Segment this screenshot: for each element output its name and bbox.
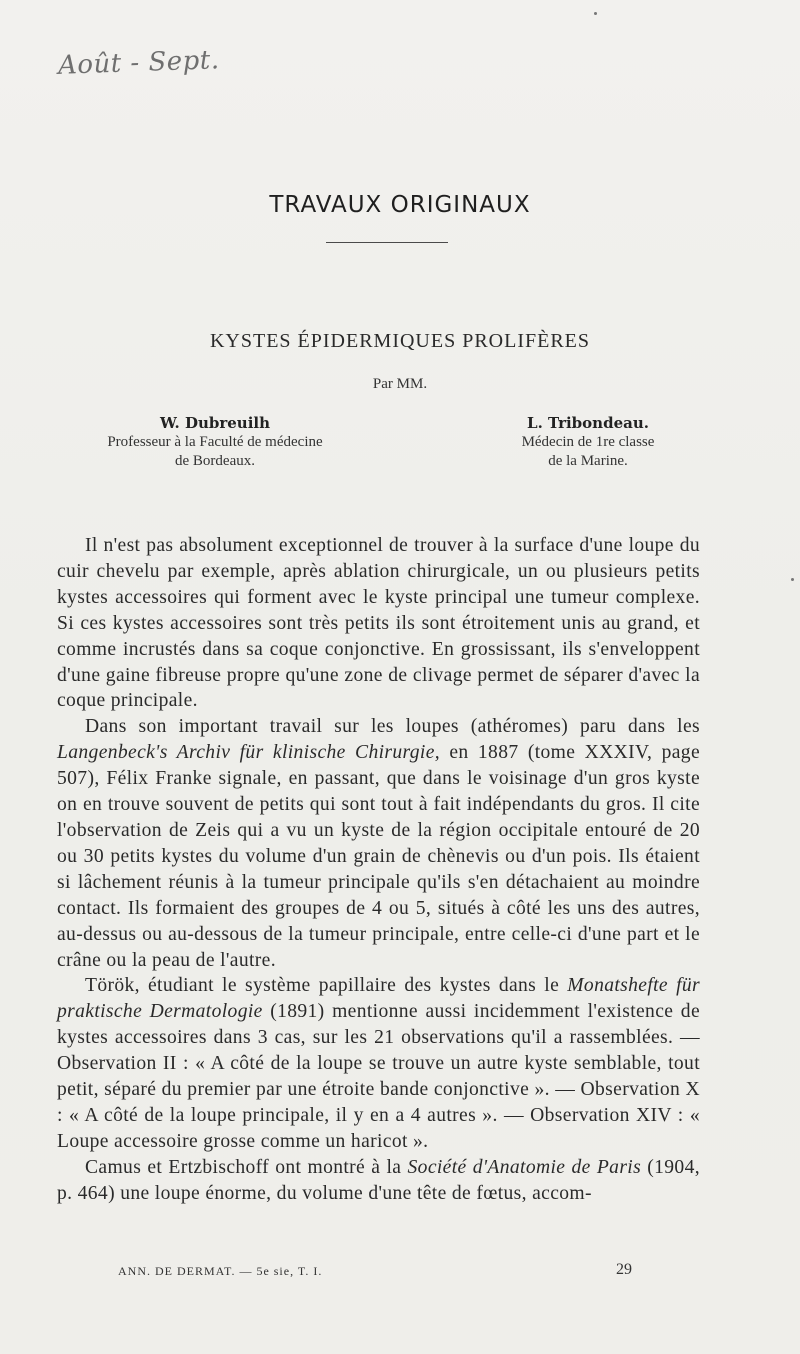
article-title: KYSTES ÉPIDERMIQUES PROLIFÈRES <box>209 330 591 352</box>
handwritten-note: Août - Sept. <box>57 45 220 81</box>
heading-divider <box>326 242 448 243</box>
author-block-tribondeau <box>458 414 718 471</box>
author-affiliation: de Bordeaux. <box>175 453 255 469</box>
paragraph: Il n'est pas absolument exceptionnel de trouver à la surface d'une loupe du cuir chevelu par exemple, après ablation chirurgicale, un ou plusieurs petits kystes accessoires qui forment avec le kyste principal une tumeur complexe. Si ces kystes accessoires sont très petits ils sont étroitement unis au grand, et comme incrustés dans sa coque conjonctive. En grossissant, ils s'enveloppent d'une gaine fibreuse propre qu'une zone de clivage permet de séparer d'avec la coque principale. <box>57 535 700 712</box>
journal-citation: Monatshefte für praktische Dermatologie <box>57 975 701 1023</box>
author-name: L. Tribondeau. <box>527 414 649 432</box>
paragraph: Dans son important travail sur les loupes (athéromes) paru dans les Langenbeck's Archiv für klinische Chirurgie, en 1887 (tome XXXIV, page 507), Félix Franke signale, en passant, que dans le voisinage d'un gros kyste on en trouve souvent de petits qui sont tout à fait indépendants du gros. Il cite l'observation de Zeis qui a vu un kyste de la région occipitale entouré de 20 ou 30 petits kystes du volume d'un grain de chènevis ou d'un pois. Ils étaient si lâchement réunis à la tumeur principale qu'ils s'en détachaient au moindre contact. Ils formaient des groupes de 4 ou 5, situés à côté les uns des autres, au-dessus ou au-dessous de la tumeur principale, entre celle-ci d'une part et le crâne ou la peau de l'autre. <box>57 716 700 971</box>
page-number: 29 <box>616 1261 632 1278</box>
author-affiliation: Professeur à la Faculté de médecine <box>107 434 323 450</box>
author-block-dubreuilh <box>60 414 370 471</box>
author-affiliation: de la Marine. <box>548 453 628 469</box>
paragraph: Camus et Ertzbischoff ont montré à la Société d'Anatomie de Paris (1904, p. 464) une loupe énorme, du volume d'une tête de fœtus, accom- <box>57 1156 700 1204</box>
author-name: W. Dubreuilh <box>159 414 270 432</box>
paper-speck <box>791 578 794 581</box>
journal-citation: Société d'Anatomie de Paris <box>407 1156 642 1178</box>
section-heading: TRAVAUX ORIGINAUX <box>269 192 531 218</box>
byline: Par MM. <box>372 376 428 392</box>
paper-speck <box>594 12 597 15</box>
article-body <box>57 533 700 1207</box>
journal-citation: Langenbeck's Archiv für klinische Chirurgie, <box>57 742 441 764</box>
running-footer: ANN. DE DERMAT. — 5e sie, T. I. <box>118 1264 323 1278</box>
author-affiliation: Médecin de 1re classe <box>521 434 655 450</box>
paragraph: Török, étudiant le système papillaire des kystes dans le Monatshefte für praktische Dermatologie (1891) mentionne aussi incidemment l'existence de kystes accessoires dans 3 cas, sur les 21 observations qu'il a rassemblées. — Observation II : « A côté de la loupe se trouve un autre kyste semblable, tout petit, séparé du premier par une étroite bande conjonctive ». — Observation X : « A côté de la loupe principale, il y en a 4 autres ». — Observation XIV : « Loupe accessoire grosse comme un haricot ». <box>57 975 701 1152</box>
